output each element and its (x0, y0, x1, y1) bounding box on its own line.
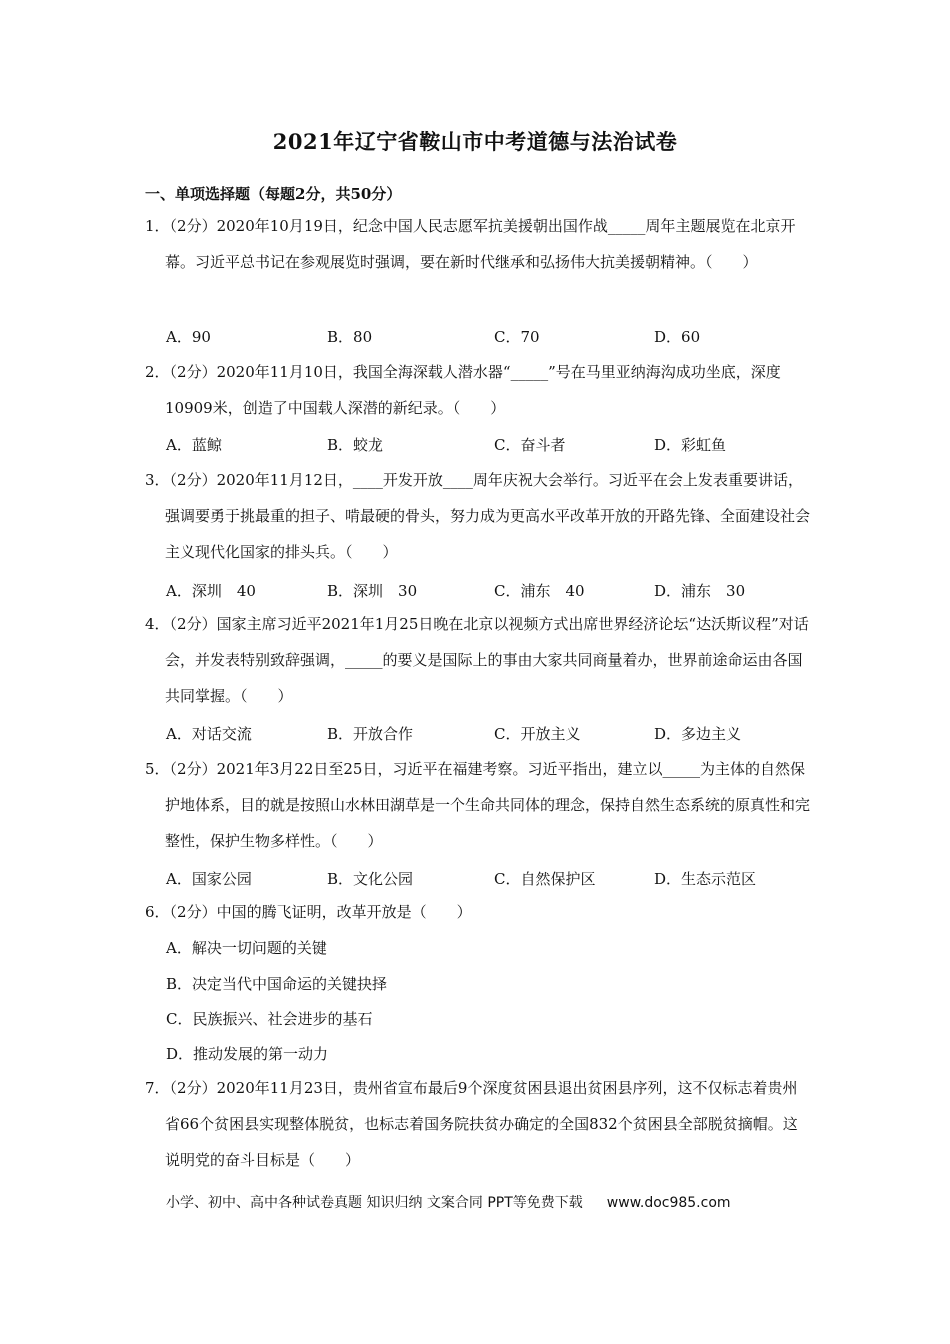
question-stem: 2．（2分）2020年11月10日，我国全海深载人潜水器“_____”号在马里亚纳海沟成功坐底，深度10909米，创造了中国载人深潜的新纪录。（ ） (145, 363, 781, 417)
page-title: 2021年辽宁省鞍山市中考道德与法治试卷 (272, 129, 678, 154)
page-footer (166, 1192, 731, 1212)
question-2 (145, 354, 810, 426)
question-2-options (166, 434, 806, 456)
option-b: B．80 (327, 328, 373, 346)
option-c: C．奋斗者 (494, 436, 566, 454)
question-4 (145, 606, 810, 714)
option-a: A．对话交流 (166, 725, 252, 743)
option-d: D．60 (654, 328, 701, 346)
option-d: D．多边主义 (654, 725, 742, 743)
option-b: B．文化公园 (327, 870, 414, 888)
question-4-options (166, 723, 806, 745)
section-heading: 一、单项选择题（每题2分，共50分） (145, 185, 402, 203)
option-c: C．民族振兴、社会进步的基石 (166, 1010, 373, 1028)
question-1 (145, 208, 810, 280)
option-b: B．蛟龙 (327, 436, 384, 454)
option-a: A．国家公园 (166, 870, 252, 888)
option-c: C．开放主义 (494, 725, 581, 743)
option-a: A．解决一切问题的关键 (166, 939, 327, 957)
question-3-options (166, 580, 806, 602)
question-1-options (166, 326, 806, 348)
question-stem: 5．（2分）2021年3月22日至25日，习近平在福建考察。习近平指出，建立以_____为主体的自然保护地体系，目的就是按照山水林田湖草是一个生命共同体的理念，保持自然生态系统的原真性和完整性，保护生物多样性。（ ） (145, 760, 811, 850)
option-d: D．推动发展的第一动力 (166, 1045, 329, 1063)
option-c: C．70 (494, 328, 540, 346)
footer-text: 小学、初中、高中各种试卷真题 知识归纳 文案合同 PPT等免费下载 (166, 1195, 583, 1211)
question-5-options (166, 868, 806, 890)
option-b: B．决定当代中国命运的关键抉择 (166, 975, 388, 993)
question-stem: 3．（2分）2020年11月12日，____开发开放____周年庆祝大会举行。习近平在会上发表重要讲话，强调要勇于挑最重的担子、啃最硬的骨头，努力成为更高水平改革开放的开路先锋、全面建设社会主义现代化国家的排头兵。（ ） (145, 471, 811, 561)
question-stem: 1．（2分）2020年10月19日，纪念中国人民志愿军抗美援朝出国作战_____周年主题展览在北京开幕。习近平总书记在参观展览时强调，要在新时代继承和弘扬伟大抗美援朝精神。（ ） (145, 217, 796, 271)
option-c: C．浦东 40 (494, 582, 585, 600)
option-b: B．深圳 30 (327, 582, 418, 600)
question-3 (145, 462, 810, 570)
option-c: C．自然保护区 (494, 870, 596, 888)
question-7 (145, 1070, 810, 1178)
option-a: A．90 (166, 328, 211, 346)
footer-url: www.doc985.com (606, 1195, 731, 1211)
option-d: D．彩虹鱼 (654, 436, 727, 454)
option-a: A．蓝鲸 (166, 436, 222, 454)
option-d: D．浦东 30 (654, 582, 746, 600)
option-d: D．生态示范区 (654, 870, 757, 888)
option-b: B．开放合作 (327, 725, 414, 743)
question-stem: 6．（2分）中国的腾飞证明，改革开放是（ ） (145, 903, 472, 921)
question-5 (145, 751, 810, 859)
question-stem: 7．（2分）2020年11月23日，贵州省宣布最后9个深度贫困县退出贫困县序列，这不仅标志着贵州省66个贫困县实现整体脱贫，也标志着国务院扶贫办确定的全国832个贫困县全部脱贫摘帽。这说明党的奋斗目标是（ ） (145, 1079, 798, 1169)
question-stem: 4．（2分）国家主席习近平2021年1月25日晚在北京以视频方式出席世界经济论坛“达沃斯议程”对话会，并发表特别致辞强调，_____的要义是国际上的事由大家共同商量着办，世界前途命运由各国共同掌握。（ ） (145, 615, 809, 705)
option-a: A．深圳 40 (166, 582, 256, 600)
question-6 (145, 894, 810, 930)
